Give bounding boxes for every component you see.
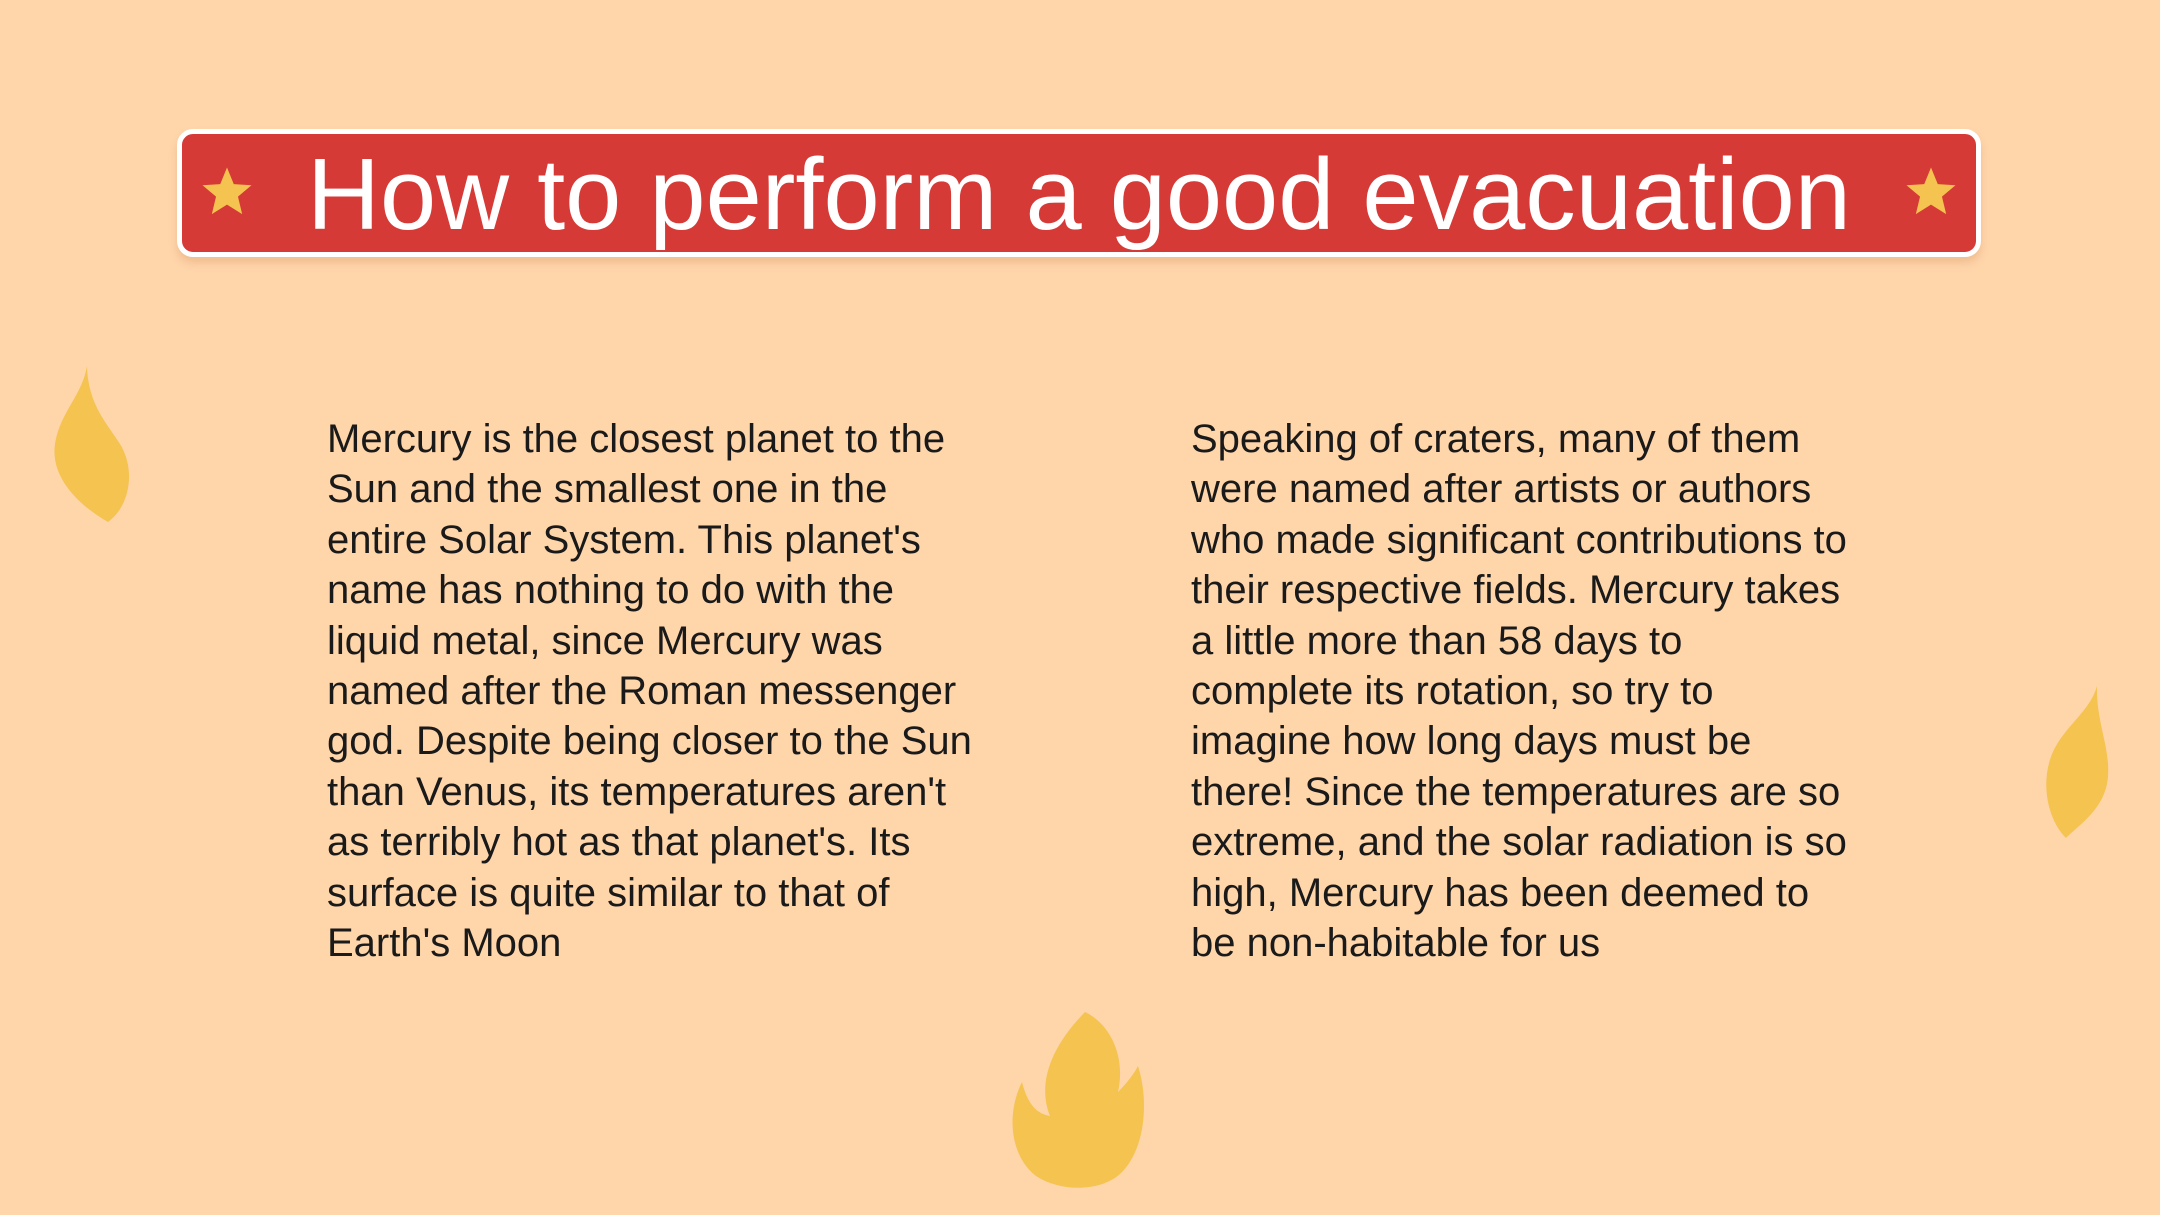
flame-icon: [2042, 684, 2110, 840]
star-icon: [1903, 164, 1959, 220]
flame-icon: [1008, 1010, 1148, 1190]
title-banner: [177, 129, 1981, 257]
flame-icon: [52, 364, 132, 524]
body-text-right: Speaking of craters, many of them were named after artists or authors who made significant contributions to their respective fields. Mercury takes a little more than 58 days to complete its rotation, so try to imagine how long days must be there! Since the temperatures are so extreme, and the solar radiation is so high, Mercury has been deemed to be non-habitable for us: [1191, 417, 1847, 966]
page-title: How to perform a good evacuation: [307, 139, 1851, 251]
body-text-left: Mercury is the closest planet to the Sun and the smallest one in the entire Solar System. This planet's name has nothing to do with the liquid metal, since Mercury was named after the Roman messenger god. Despite being closer to the Sun than Venus, its temperatures aren't as terribly hot as that planet's. Its surface is quite similar to that of Earth's Moon: [327, 417, 972, 966]
